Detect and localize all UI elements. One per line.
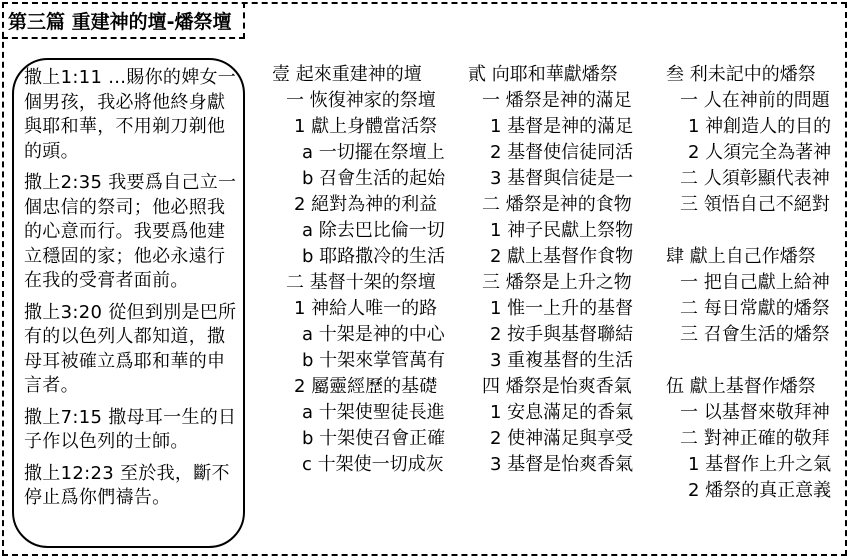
verse-box	[12, 58, 245, 548]
outline-item: 三 領悟自己不絕對	[680, 194, 830, 215]
outline-item: 二 對神正確的敬拜	[680, 428, 830, 449]
outline-item: 1 基督是神的滿足	[490, 116, 634, 137]
outline-spacer	[666, 218, 831, 244]
outline-heading: 壹 起來重建神的壇	[272, 64, 422, 85]
outline-item: a 除去巴比倫一切	[302, 220, 445, 241]
outline-item: 2 屬靈經歷的基礎	[294, 376, 438, 397]
outline-item: 二 燔祭是神的食物	[482, 194, 632, 215]
outline-item: a 十架是神的中心	[302, 324, 445, 345]
outline-item: 一 人在神前的問題	[680, 90, 830, 111]
outline-item: 3 基督與信徒是一	[490, 168, 634, 189]
outline-column-2	[468, 62, 633, 478]
outline-item: 1 安息滿足的香氣	[490, 402, 634, 423]
outline-item: b 耶路撒冷的生活	[302, 246, 446, 267]
outline-item: 1 神給人唯一的路	[294, 298, 438, 319]
outline-item: 2 基督使信徒同活	[490, 142, 634, 163]
title-divider	[2, 37, 245, 39]
verse-3: 撒上3:20 從但到別是巴所有的以色列人都知道，撒母耳被確立爲耶和華的申言者。	[24, 301, 237, 396]
outline-item: 3 重複基督的生活	[490, 350, 634, 371]
verse-2: 撒上2:35 我要爲自己立一個忠信的祭司；他必照我的心意而行。我要爲他建立穩固的家；他必永遠行在我的受膏者面前。	[24, 172, 237, 291]
outline-spacer	[666, 348, 831, 374]
page-title: 第三篇 重建神的壇-燔祭壇	[8, 11, 232, 33]
outline-heading: 伍 獻上基督作燔祭	[666, 376, 816, 397]
outline-item: 2 絕對為神的利益	[294, 194, 438, 215]
outline-heading: 叁 利未記中的燔祭	[666, 64, 816, 85]
outline-item: 二 基督十架的祭壇	[286, 272, 436, 293]
outline-item: 2 燔祭的真正意義	[688, 480, 832, 501]
outline-item: 2 人須完全為著神	[688, 142, 832, 163]
outline-item: c 十架使一切成灰	[302, 454, 444, 475]
outline-item: 1 基督作上升之氣	[688, 454, 832, 475]
title-divider-vertical	[243, 2, 245, 39]
outline-item: 1 惟一上升的基督	[490, 298, 634, 319]
outline-item: a 十架使聖徒長進	[302, 402, 445, 423]
outline-heading: 肆 獻上自己作燔祭	[666, 246, 816, 267]
outline-item: 二 每日常獻的燔祭	[680, 298, 830, 319]
outline-item: a 一切擺在祭壇上	[302, 142, 445, 163]
outline-item: 三 召會生活的燔祭	[680, 324, 830, 345]
outline-column-3	[666, 62, 831, 504]
outline-item: b 十架來掌管萬有	[302, 350, 446, 371]
outline-item: 一 把自己獻上給神	[680, 272, 830, 293]
outline-item: b 十架使召會正確	[302, 428, 446, 449]
outline-column-1	[272, 62, 445, 478]
outline-item: 2 按手與基督聯結	[490, 324, 634, 345]
outline-item: 二 人須彰顯代表神	[680, 168, 830, 189]
outline-item: 2 使神滿足與享受	[490, 428, 634, 449]
outline-item: 1 獻上身體當活祭	[294, 116, 438, 137]
outline-item: 四 燔祭是怡爽香氣	[482, 376, 632, 397]
outline-item: 一 恢復神家的祭壇	[286, 90, 436, 111]
outline-item: 1 神創造人的目的	[688, 116, 832, 137]
outline-item: 2 獻上基督作食物	[490, 246, 634, 267]
outline-item: 三 燔祭是上升之物	[482, 272, 632, 293]
outline-item: 一 以基督來敬拜神	[680, 402, 830, 423]
verse-4: 撒上7:15 撒母耳一生的日子作以色列的士師。	[24, 406, 237, 452]
outline-heading: 貳 向耶和華獻燔祭	[468, 64, 618, 85]
outline-item: 一 燔祭是神的滿足	[482, 90, 632, 111]
outline-item: b 召會生活的起始	[302, 168, 446, 189]
outline-item: 1 神子民獻上祭物	[490, 220, 634, 241]
verse-1: 撒上1:11 ...賜你的婢女一個男孩，我必將他終身獻與耶和華，不用剃刀剃他的頭。	[24, 67, 237, 162]
verse-5: 撒上12:23 至於我，斷不停止爲你們禱告。	[24, 462, 230, 508]
outline-item: 3 基督是怡爽香氣	[490, 454, 634, 475]
